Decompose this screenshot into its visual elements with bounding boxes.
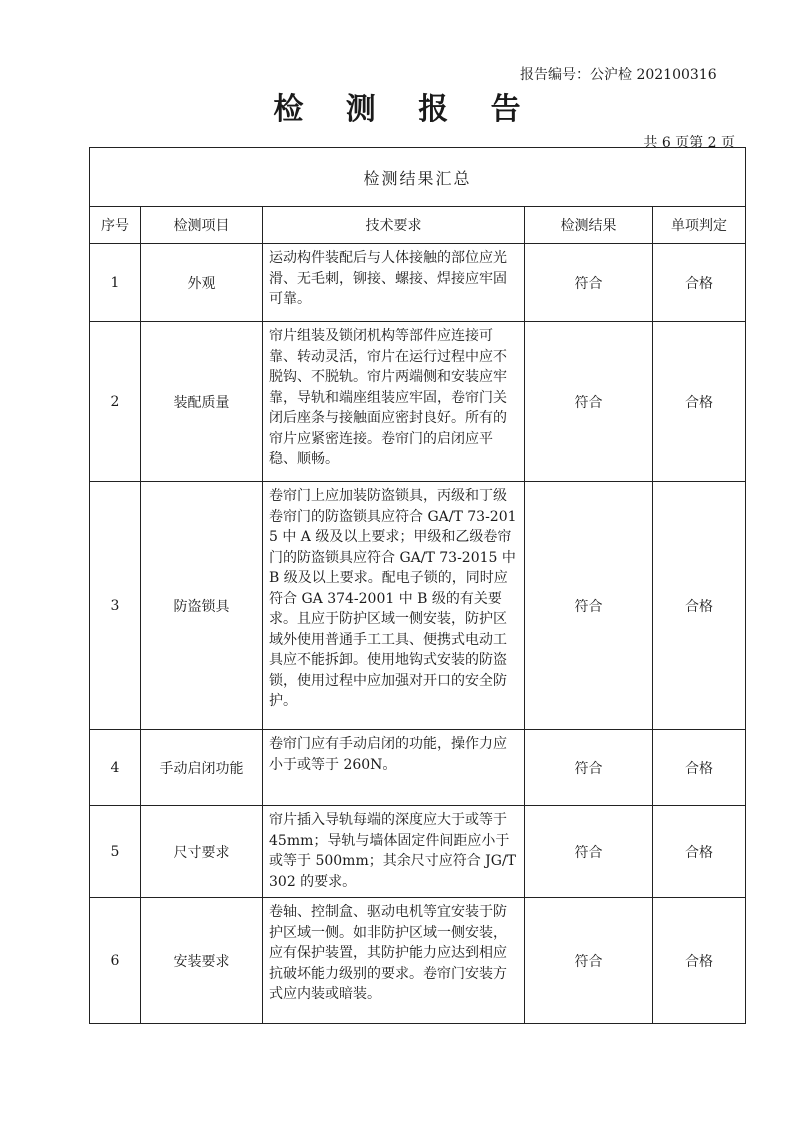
table-row bbox=[90, 806, 746, 898]
column-header-no: 序号 bbox=[90, 207, 141, 244]
row-no: 6 bbox=[90, 898, 141, 1024]
row-requirement: 运动构件装配后与人体接触的部位应光滑、无毛刺，铆接、螺接、焊接应牢固可靠。 bbox=[263, 244, 525, 322]
row-verdict: 合格 bbox=[653, 730, 746, 806]
row-item: 外观 bbox=[141, 244, 263, 322]
results-summary-table bbox=[89, 147, 746, 1024]
row-verdict: 合格 bbox=[653, 322, 746, 482]
row-result: 符合 bbox=[525, 482, 653, 730]
row-item: 防盗锁具 bbox=[141, 482, 263, 730]
column-header-result: 检测结果 bbox=[525, 207, 653, 244]
row-verdict: 合格 bbox=[653, 482, 746, 730]
column-header-requirement: 技术要求 bbox=[263, 207, 525, 244]
row-requirement: 卷帘门应有手动启闭的功能，操作力应小于或等于 260N。 bbox=[263, 730, 525, 806]
table-row bbox=[90, 322, 746, 482]
column-header-item: 检测项目 bbox=[141, 207, 263, 244]
column-header-verdict: 单项判定 bbox=[653, 207, 746, 244]
table-row bbox=[90, 898, 746, 1024]
row-no: 3 bbox=[90, 482, 141, 730]
row-requirement: 卷帘门上应加装防盗锁具，丙级和丁级卷帘门的防盗锁具应符合 GA/T 73-2015 中 A 级及以上要求；甲级和乙级卷帘门的防盗锁具应符合 GA/T 73-2015 中 B 级及以上要求。配电子锁的，同时应符合 GA 374-2001 中 B 级的有关要求。且应于防护区域一侧安装，防护区域外使用普通手工工具、便携式电动工具应不能拆卸。使用地钩式安装的防盗锁，使用过程中应加强对开口的安全防护。 bbox=[263, 482, 525, 730]
table-row bbox=[90, 482, 746, 730]
row-item: 装配质量 bbox=[141, 322, 263, 482]
report-title: 检 测 报 告 bbox=[273, 92, 537, 127]
row-requirement: 帘片组装及锁闭机构等部件应连接可靠、转动灵活，帘片在运行过程中应不脱钩、不脱轨。帘片两端侧和安装应牢靠，导轨和端座组装应牢固，卷帘门关闭后座条与接触面应密封良好。所有的帘片应紧密连接。卷帘门的启闭应平稳、顺畅。 bbox=[263, 322, 525, 482]
row-result: 符合 bbox=[525, 244, 653, 322]
row-requirement: 卷轴、控制盒、驱动电机等宜安装于防护区域一侧。如非防护区域一侧安装，应有保护装置，其防护能力应达到相应抗破坏能力级别的要求。卷帘门安装方式应内装或暗装。 bbox=[263, 898, 525, 1024]
row-item: 尺寸要求 bbox=[141, 806, 263, 898]
row-no: 1 bbox=[90, 244, 141, 322]
row-result: 符合 bbox=[525, 730, 653, 806]
row-result: 符合 bbox=[525, 322, 653, 482]
summary-title: 检测结果汇总 bbox=[90, 148, 746, 207]
row-verdict: 合格 bbox=[653, 806, 746, 898]
column-header-row bbox=[90, 207, 746, 244]
report-number: 报告编号：公沪检 202100316 bbox=[520, 67, 717, 83]
table-row bbox=[90, 244, 746, 322]
row-item: 手动启闭功能 bbox=[141, 730, 263, 806]
table-row bbox=[90, 730, 746, 806]
row-item: 安装要求 bbox=[141, 898, 263, 1024]
row-no: 4 bbox=[90, 730, 141, 806]
row-no: 2 bbox=[90, 322, 141, 482]
row-result: 符合 bbox=[525, 898, 653, 1024]
row-no: 5 bbox=[90, 806, 141, 898]
row-verdict: 合格 bbox=[653, 898, 746, 1024]
row-result: 符合 bbox=[525, 806, 653, 898]
row-requirement: 帘片插入导轨每端的深度应大于或等于 45mm；导轨与墙体固定件间距应小于或等于 500mm；其余尺寸应符合 JG/T 302 的要求。 bbox=[263, 806, 525, 898]
page-info: 共 6 页第 2 页 bbox=[643, 135, 735, 151]
row-verdict: 合格 bbox=[653, 244, 746, 322]
